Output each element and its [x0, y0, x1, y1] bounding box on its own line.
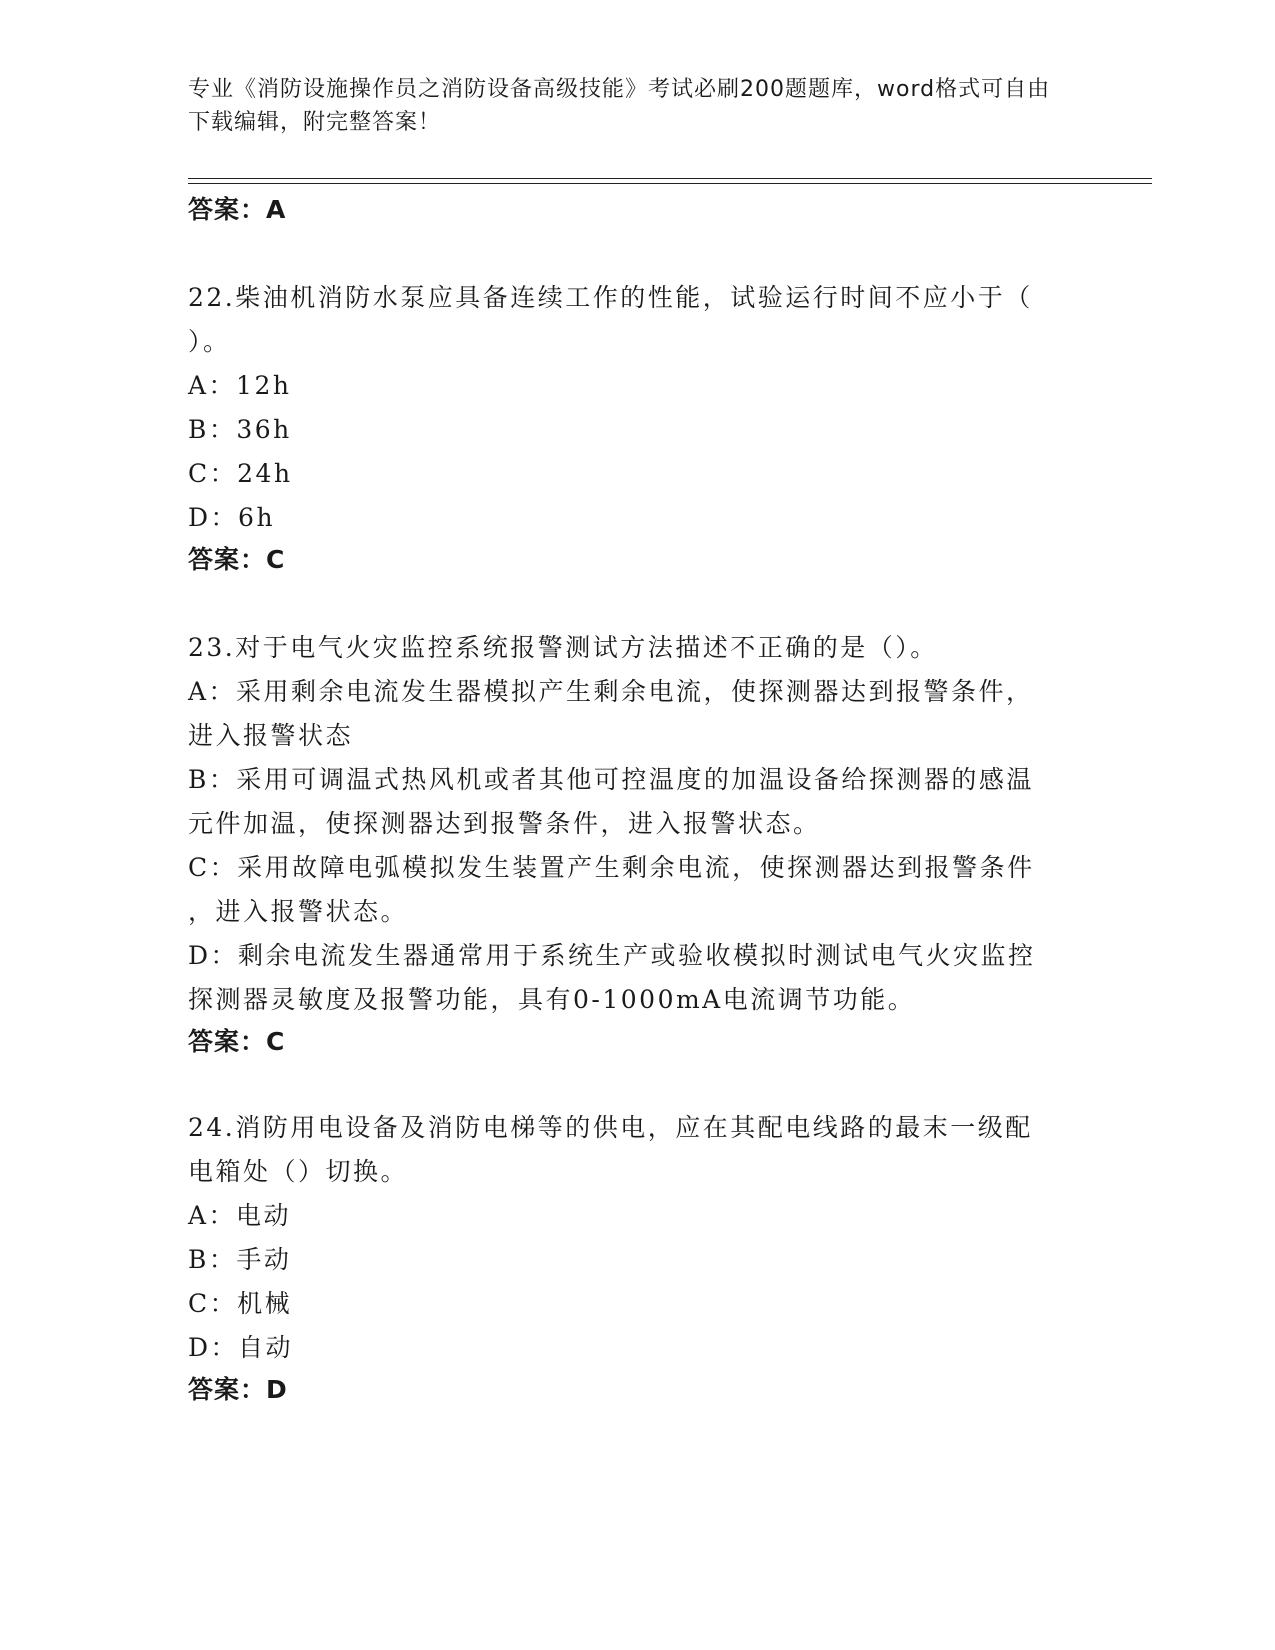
question-24-stem-line-2: 电箱处（）切换。 — [188, 1157, 409, 1186]
question-23-stem-line-1: 23.对于电气火灾监控系统报警测试方法描述不正确的是（）。 — [188, 633, 938, 662]
header-rule-bottom — [188, 183, 1152, 184]
question-23-answer: 答案：C — [188, 1027, 286, 1056]
question-22-stem-line-1: 22.柴油机消防水泵应具备连续工作的性能，试验运行时间不应小于（ — [188, 283, 1033, 312]
question-23-option-c-line-1: C：采用故障电弧模拟发生装置产生剩余电流，使探测器达到报警条件 — [188, 853, 1035, 882]
question-23-option-c-line-2: ，进入报警状态。 — [188, 897, 409, 926]
question-24-option-a: A：电动 — [188, 1201, 292, 1230]
question-23-option-a-line-2: 进入报警状态 — [188, 721, 354, 750]
question-23-option-a-line-1: A：采用剩余电流发生器模拟产生剩余电流，使探测器达到报警条件， — [188, 677, 1034, 706]
question-24-option-b: B：手动 — [188, 1245, 292, 1274]
question-22-answer: 答案：C — [188, 545, 286, 574]
question-22-option-b: B：36h — [188, 415, 292, 444]
page-header: 专业《消防设施操作员之消防设备高级技能》考试必刷200题题库，word格式可自由下载编辑，附完整答案！ — [188, 77, 1051, 135]
question-24-stem-line-1: 24.消防用电设备及消防电梯等的供电，应在其配电线路的最末一级配 — [188, 1113, 1033, 1142]
question-24-option-d: D：自动 — [188, 1333, 294, 1362]
question-22-option-c: C：24h — [188, 459, 293, 488]
question-22-option-a: A：12h — [188, 371, 292, 400]
question-23-option-d-line-2: 探测器灵敏度及报警功能，具有0-1000mA电流调节功能。 — [188, 985, 916, 1014]
question-23-option-d-line-1: D：剩余电流发生器通常用于系统生产或验收模拟时测试电气火灾监控 — [188, 941, 1036, 970]
question-22-option-d: D：6h — [188, 503, 276, 532]
header-rule-top — [188, 178, 1152, 179]
question-24-answer: 答案：D — [188, 1375, 288, 1404]
question-23-option-b-line-1: B：采用可调温式热风机或者其他可控温度的加温设备给探测器的感温 — [188, 765, 1034, 794]
question-24-option-c: C：机械 — [188, 1289, 293, 1318]
question-23-option-b-line-2: 元件加温，使探测器达到报警条件，进入报警状态。 — [188, 809, 821, 838]
question-22-stem-line-2: ）。 — [188, 327, 231, 356]
previous-answer: 答案：A — [188, 195, 287, 224]
